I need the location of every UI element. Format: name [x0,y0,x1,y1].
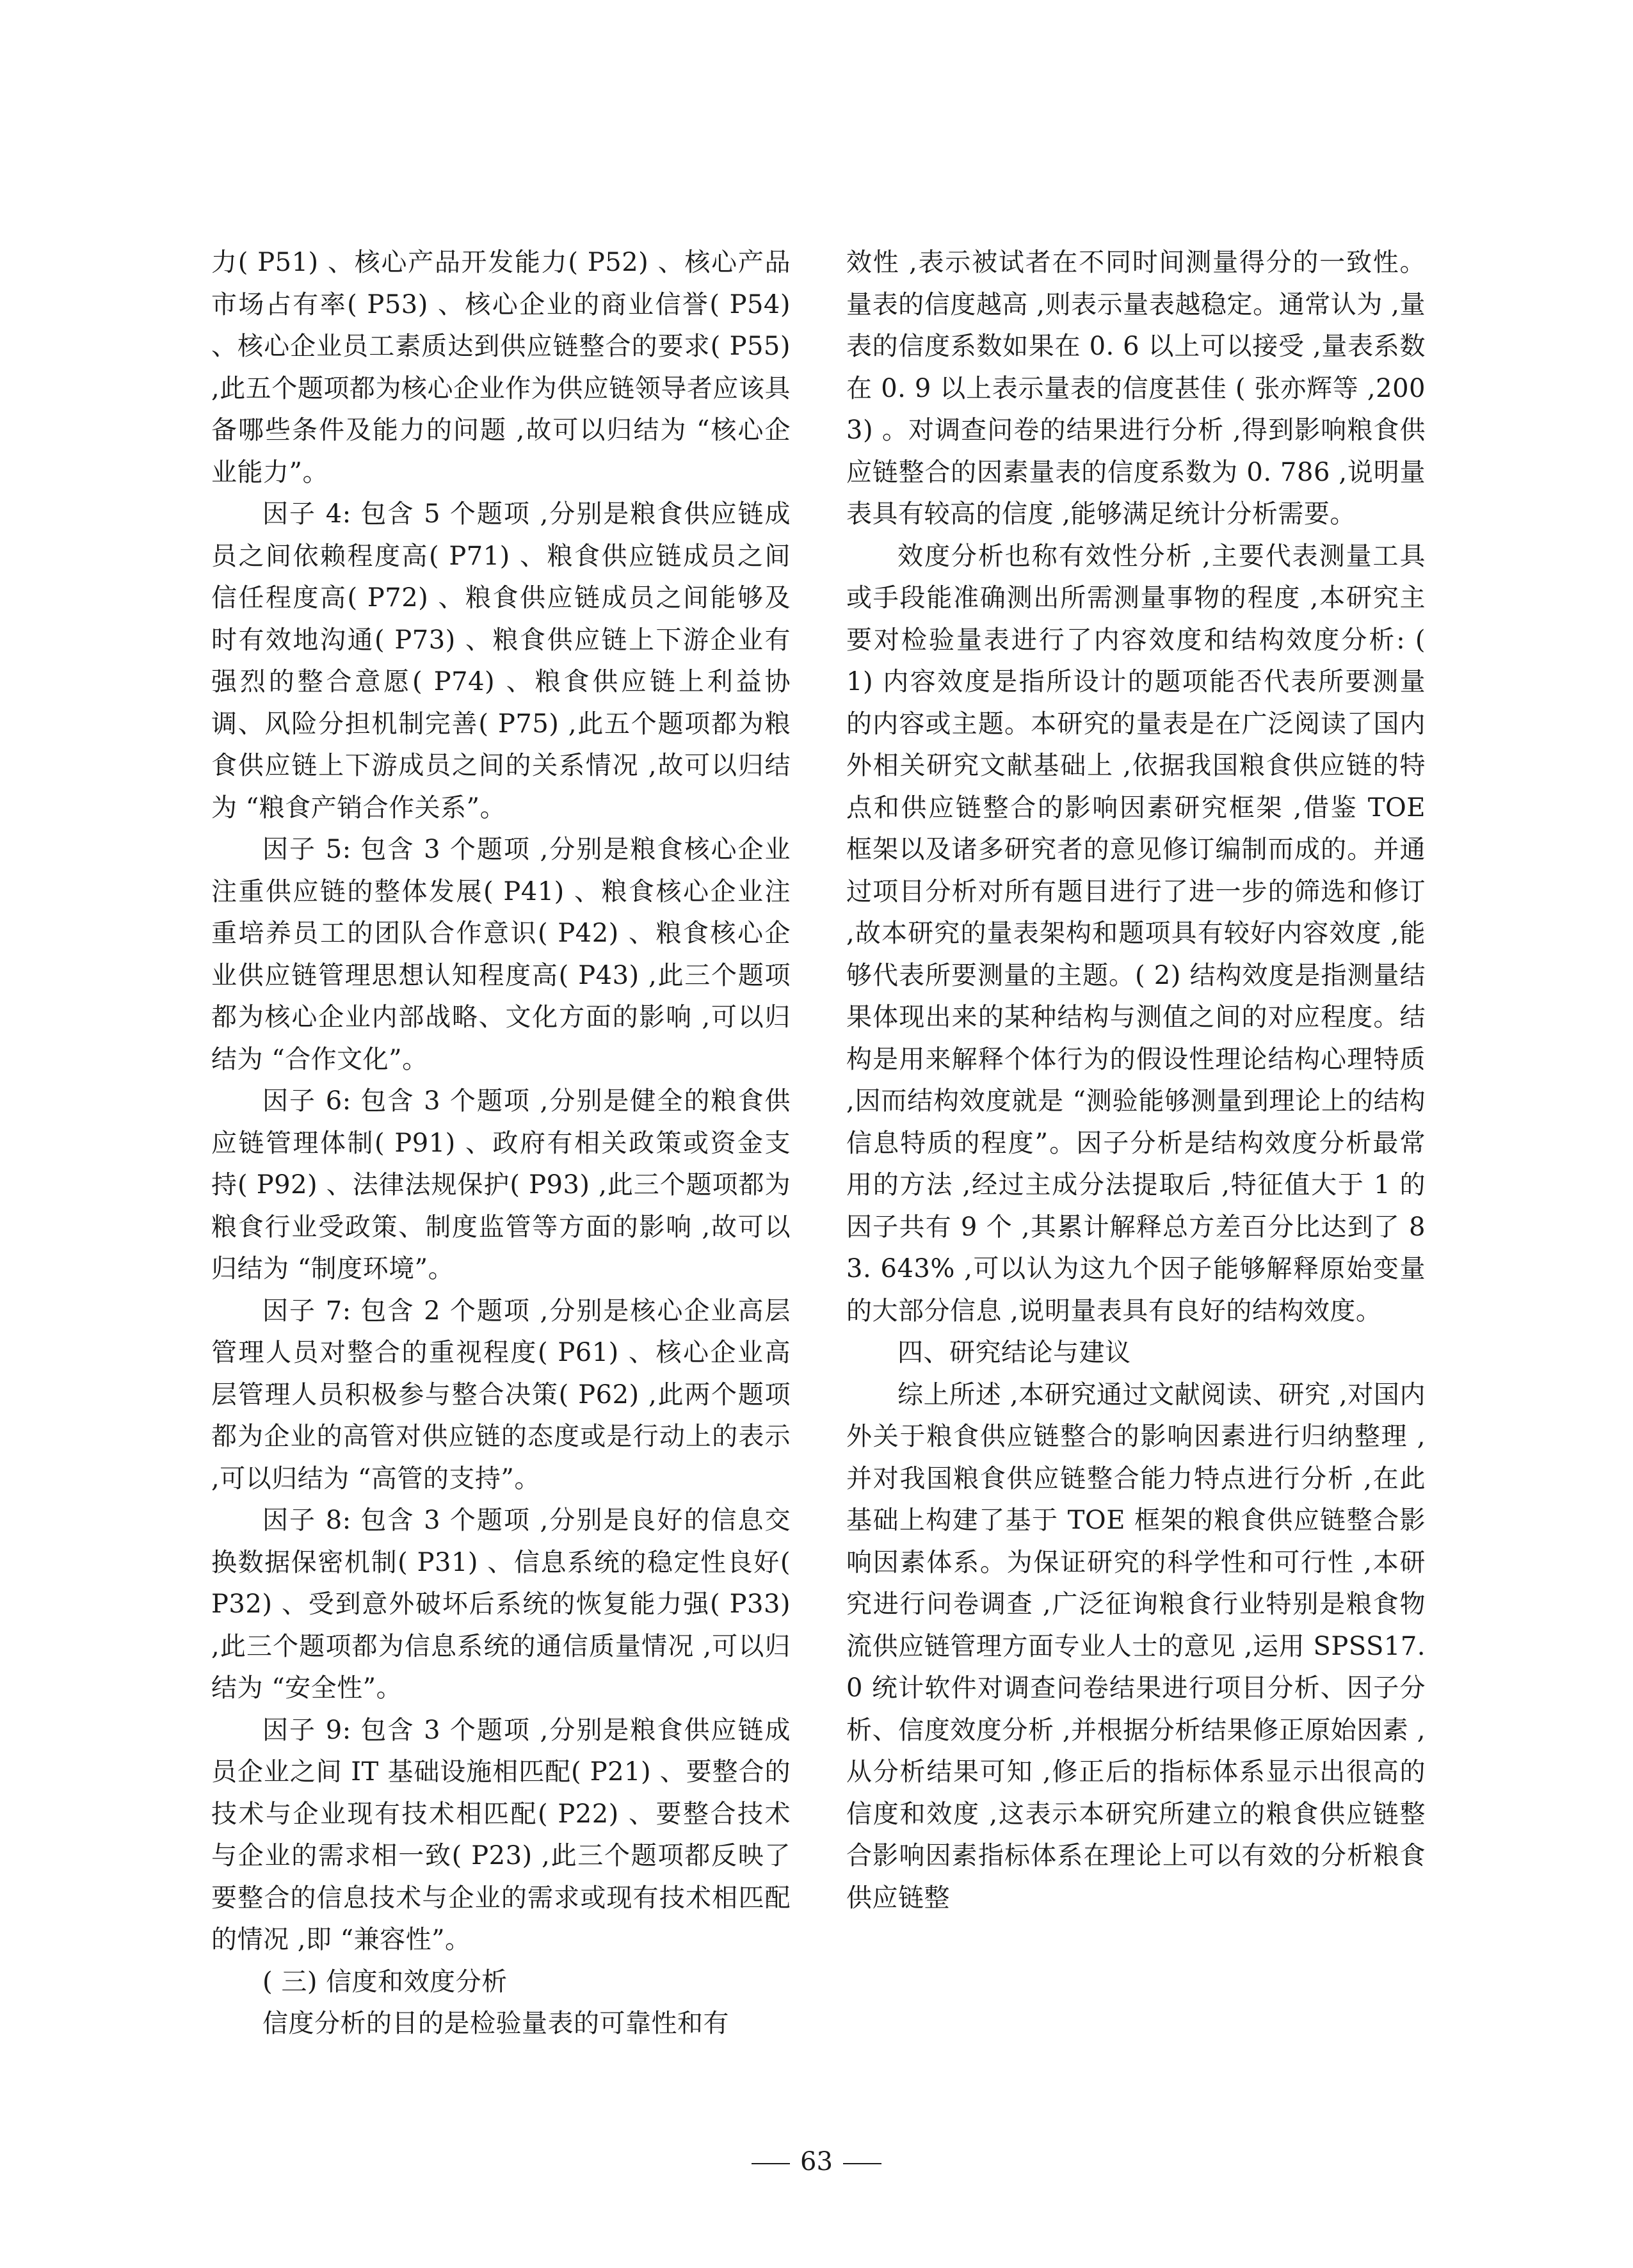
left-dash-divider [752,2163,790,2164]
paragraph-validity-analysis: 效度分析也称有效性分析 ,主要代表测量工具或手段能准确测出所需测量事物的程度 ,本研究主要对检验量表进行了内容效度和结构效度分析: ( 1) 内容效度是指所设计的题项能否代表所要测量的内容或主题。本研究的量表是在广泛阅读了国内外相关研究文献基础上 ,依据我国粮食供应链的特点和供应链整合的影响因素研究框架 ,借鉴 TOE 框架以及诸多研究者的意见修订编制而成的。并通过项目分析对所有题目进行了进一步的筛选和修订 ,故本研究的量表架构和题项具有较好内容效度 ,能够代表所要测量的主题。( 2) 结构效度是指测量结果体现出来的某种结构与测值之间的对应程度。结构是用来解释个体行为的假设性理论结构心理特质 ,因而结构效度就是 “测验能够测量到理论上的结构信息特质的程度”。因子分析是结构效度分析最常用的方法 ,经过主成分法提取后 ,特征值大于 1 的因子共有 9 个 ,其累计解释总方差百分比达到了 83. 643% ,可以认为这九个因子能够解释原始变量的大部分信息 ,说明量表具有良好的结构效度。 [846,541,1426,1326]
right-dash-divider [843,2163,881,2164]
paragraph-core-enterprise-capability: 力( P51) 、核心产品开发能力( P52) 、核心产品市场占有率( P53) 、核心企业的商业信誉( P54) 、核心企业员工素质达到供应链整合的要求( P55) ,此五个题项都为核心企业作为供应链领导者应该具备哪些条件及能力的问题 ,故可以归结为 “核心企业能力”。 [211,248,791,487]
page-footer [0,2146,1633,2178]
paragraph-factor-4: 因子 4: 包含 5 个题项 ,分别是粮食供应链成员之间依赖程度高( P71) 、粮食供应链成员之间信任程度高( P72) 、粮食供应链成员之间能够及时有效地沟通( P73) 、粮食供应链上下游企业有强烈的整合意愿( P74) 、粮食供应链上利益协调、风险分担机制完善( P75) ,此五个题项都为粮食供应链上下游成员之间的关系情况 ,故可以归结为 “粮食产销合作关系”。 [211,499,791,823]
left-column [211,242,791,2045]
paragraph-reliability-continued: 效性 ,表示被试者在不同时间测量得分的一致性。量表的信度越高 ,则表示量表越稳定。通常认为 ,量表的信度系数如果在 0. 6 以上可以接受 ,量表系数在 0. 9 以上表示量表的信度甚佳 ( 张亦辉等 ,2003) 。对调查问卷的结果进行分析 ,得到影响粮食供应链整合的因素量表的信度系数为 0. 786 ,说明量表具有较高的信度 ,能够满足统计分析需要。 [846,248,1426,529]
paragraph-factor-9: 因子 9: 包含 3 个题项 ,分别是粮食供应链成员企业之间 IT 基础设施相匹配( P21) 、要整合的技术与企业现有技术相匹配( P22) 、要整合技术与企业的需求相一致( P23) ,此三个题项都反映了要整合的信息技术与企业的需求或现有技术相匹配的情况 ,即 “兼容性”。 [211,1715,791,1954]
paragraph-reliability-start: 信度分析的目的是检验量表的可靠性和有 [262,2009,729,2038]
paragraph-factor-8: 因子 8: 包含 3 个题项 ,分别是良好的信息交换数据保密机制( P31) 、信息系统的稳定性良好( P32) 、受到意外破坏后系统的恢复能力强( P33) ,此三个题项都为信息系统的通信质量情况 ,可以归结为 “安全性”。 [211,1506,791,1703]
paragraph-factor-7: 因子 7: 包含 2 个题项 ,分别是核心企业高层管理人员对整合的重视程度( P61) 、核心企业高层管理人员积极参与整合决策( P62) ,此两个题项都为企业的高管对供应链的态度或是行动上的表示 ,可以归结为 “高管的支持”。 [211,1296,791,1493]
paragraph-conclusions: 综上所述 ,本研究通过文献阅读、研究 ,对国内外关于粮食供应链整合的影响因素进行归纳整理 ,并对我国粮食供应链整合能力特点进行分析 ,在此基础上构建了基于 TOE 框架的粮食供应链整合影响因素体系。为保证研究的科学性和可行性 ,本研究进行问卷调查 ,广泛征询粮食行业特别是粮食物流供应链管理方面专业人士的意见 ,运用 SPSS17. 0 统计软件对调查问卷结果进行项目分析、因子分析、信度效度分析 ,并根据分析结果修正原始因素 ,从分析结果可知 ,修正后的指标体系显示出很高的信度和效度 ,这表示本研究所建立的粮食供应链整合影响因素指标体系在理论上可以有效的分析粮食供应链整 [846,1379,1426,1913]
paragraph-factor-5: 因子 5: 包含 3 个题项 ,分别是粮食核心企业注重供应链的整体发展( P41) 、粮食核心企业注重培养员工的团队合作意识( P42) 、粮食核心企业供应链管理思想认知程度高( P43) ,此三个题项都为核心企业内部战略、文化方面的影响 ,可以归结为 “合作文化”。 [211,835,791,1074]
page-number: 63 [800,2147,833,2176]
section-heading-reliability-validity: ( 三) 信度和效度分析 [262,1966,508,1997]
section-heading-conclusions: 四、研究结论与建议 [897,1338,1131,1367]
paragraph-factor-6: 因子 6: 包含 3 个题项 ,分别是健全的粮食供应链管理体制( P91) 、政府有相关政策或资金支持( P92) 、法律法规保护( P93) ,此三个题项都为粮食行业受政策、制度监管等方面的影响 ,故可以归结为 “制度环境”。 [211,1086,791,1283]
right-column [846,242,1426,1919]
